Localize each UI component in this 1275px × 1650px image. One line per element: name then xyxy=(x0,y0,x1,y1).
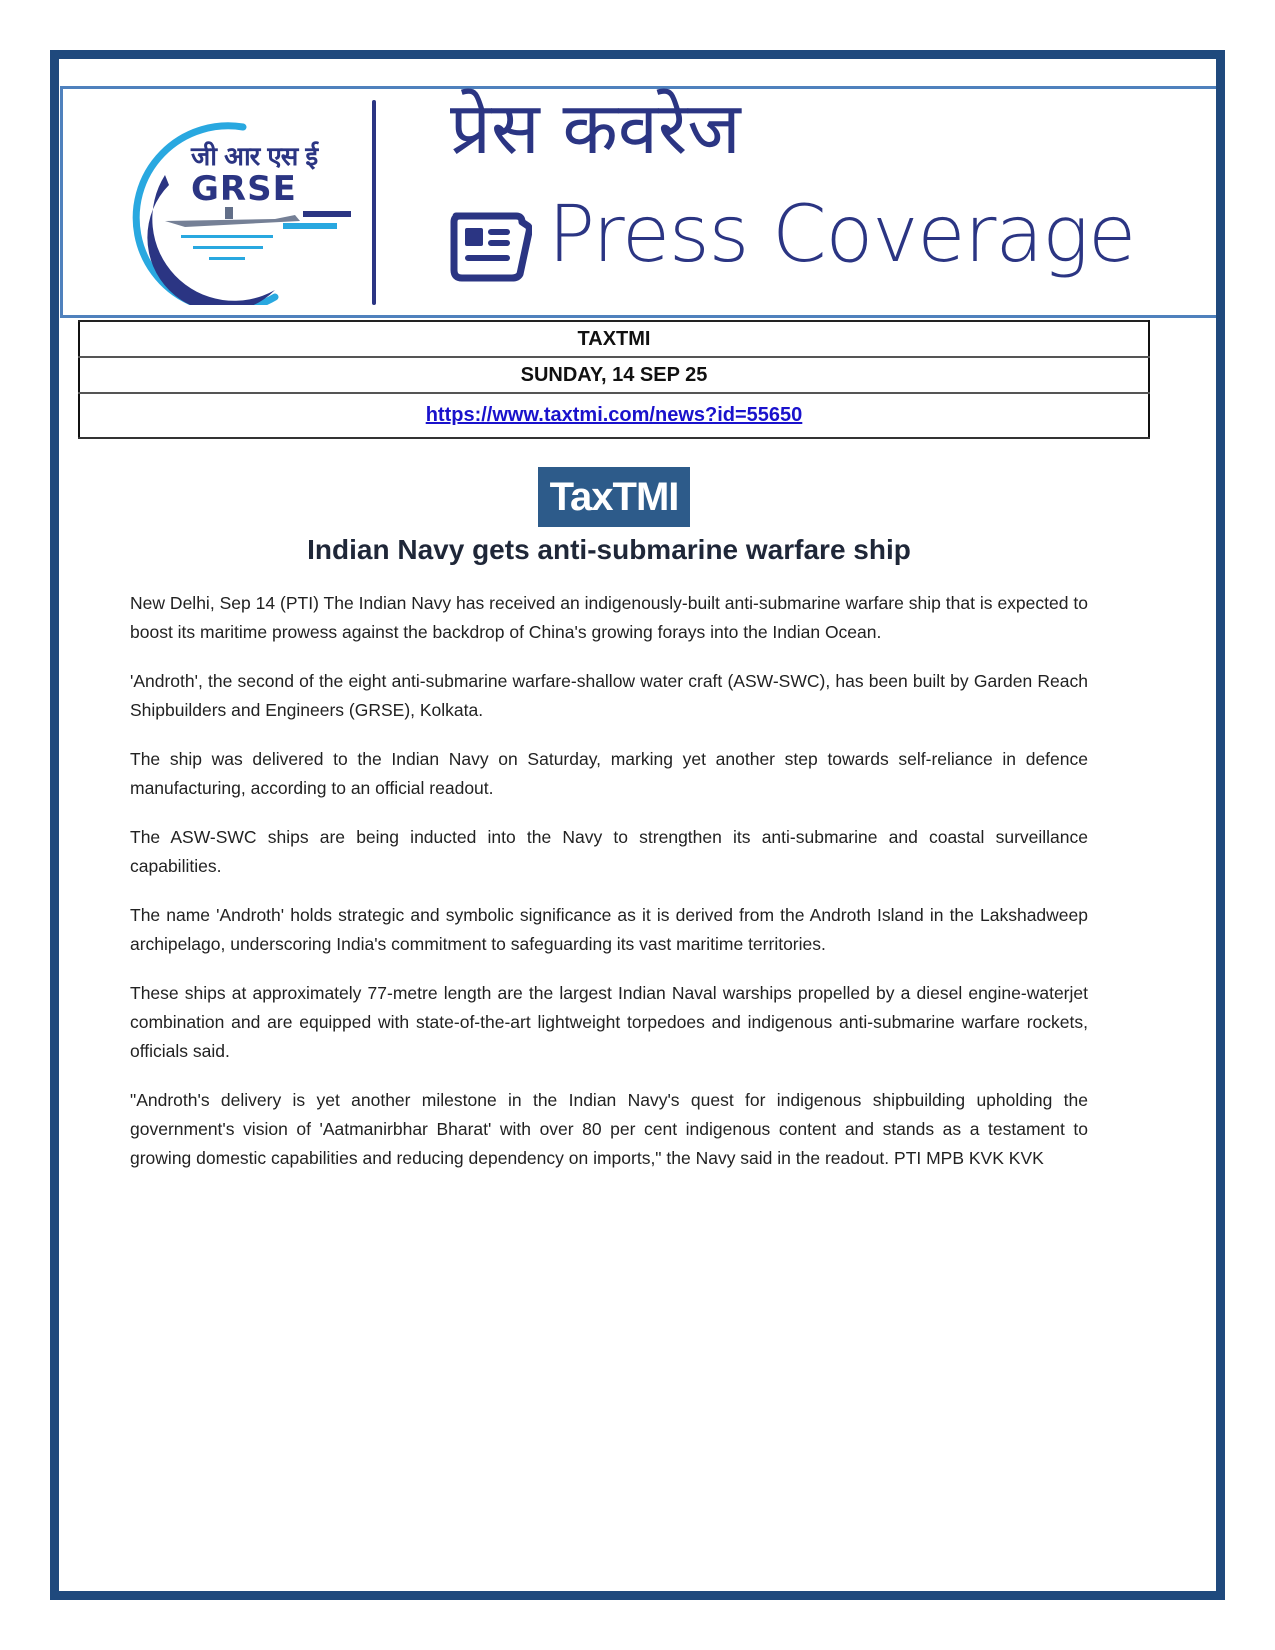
table-row xyxy=(79,357,1149,393)
taxtmi-logo: TaxTMI xyxy=(538,467,690,527)
header-divider xyxy=(372,100,376,305)
publication-date: SUNDAY, 14 SEP 25 xyxy=(79,357,1149,393)
publication-info-table xyxy=(78,320,1150,439)
newspaper-icon xyxy=(450,212,532,282)
article-paragraph: The name 'Androth' holds strategic and symbolic significance as it is derived from the Androth Island in the Lakshadweep archipelago, underscoring India's commitment to safeguarding its vast maritime territories. xyxy=(130,905,1088,954)
article-paragraph: These ships at approximately 77-metre length are the largest Indian Naval warships propelled by a diesel engine-waterjet combination and are equipped with state-of-the-art lightweight torpedoes and indigenous anti-submarine warfare rockets, officials said. xyxy=(130,983,1088,1061)
article-paragraph: 'Androth', the second of the eight anti-submarine warfare-shallow water craft (ASW-SWC), has been built by Garden Reach Shipbuilders and Engineers (GRSE), Kolkata. xyxy=(130,671,1088,720)
article-body xyxy=(130,589,1088,1193)
article-paragraph: "Androth's delivery is yet another milestone in the Indian Navy's quest for indigenous shipbuilding upholding the government's vision of 'Aatmanirbhar Bharat' with over 80 per cent indigenous content and stands as a testament to growing domestic capabilities and reducing dependency on imports," the Navy said in the readout. PTI MPB KVK KVK xyxy=(130,1090,1088,1168)
grse-logo xyxy=(125,115,365,305)
article-paragraph: New Delhi, Sep 14 (PTI) The Indian Navy has received an indigenously-built anti-submarine warfare ship that is expected to boost its maritime prowess against the backdrop of China's growing forays into the Indian Ocean. xyxy=(130,593,1088,642)
logo-hindi-text: जी आर एस ई xyxy=(191,142,318,172)
table-row xyxy=(79,321,1149,357)
article-paragraph: The ship was delivered to the Indian Navy on Saturday, marking yet another step towards self-reliance in defence manufacturing, according to an official readout. xyxy=(130,749,1088,798)
table-row xyxy=(79,393,1149,438)
publication-name: TAXTMI xyxy=(79,321,1149,357)
article-headline: Indian Navy gets anti-submarine warfare ship xyxy=(307,534,911,565)
article-url-link[interactable]: https://www.taxtmi.com/news?id=55650 xyxy=(425,404,803,426)
title-english: Press Coverage xyxy=(548,190,1136,280)
url-cell xyxy=(79,393,1149,438)
title-hindi: प्रेस कवरेज xyxy=(450,86,741,170)
article-paragraph: The ASW-SWC ships are being inducted into the Navy to strengthen its anti-submarine and coastal surveillance capabilities. xyxy=(130,827,1088,876)
logo-english-text: GRSE xyxy=(191,169,297,209)
